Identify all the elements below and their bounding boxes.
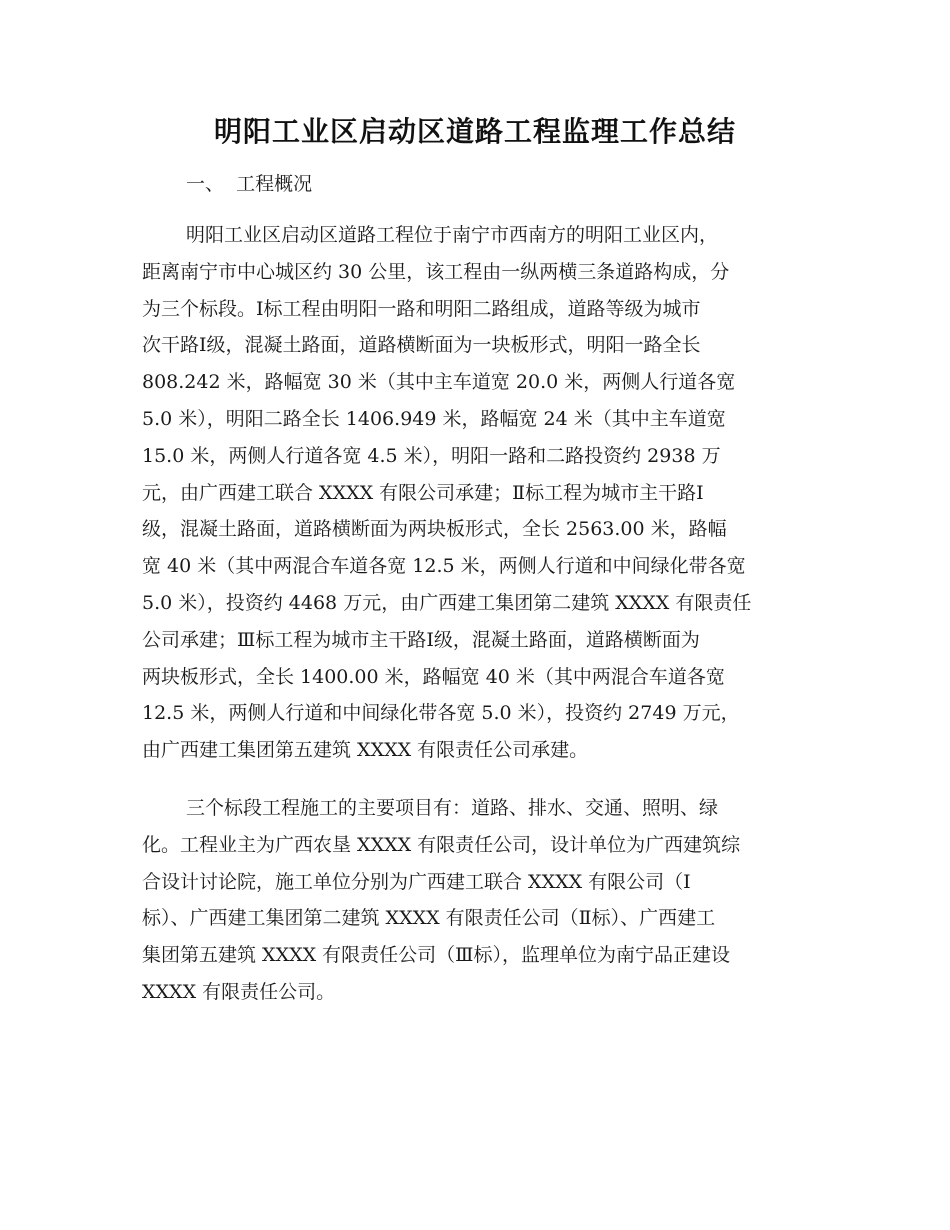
paragraph-line: 两块板形式，全长 1400.00 米，路幅宽 40 米（其中两混合车道各宽 [142, 665, 725, 688]
paragraph-project-overview [142, 217, 822, 769]
paragraph-line: 12.5 米，两侧人行道和中间绿化带各宽 5.0 米），投资约 2749 万元， [142, 702, 740, 725]
paragraph-line: 标）、广西建工集团第二建筑 XXXX 有限责任公司（Ⅱ标）、广西建工 [142, 907, 716, 930]
paragraph-line: 为三个标段。Ⅰ标工程由明阳一路和明阳二路组成，道路等级为城市 [142, 297, 701, 320]
paragraph-project-parties [142, 790, 822, 1011]
paragraph-line: 次干路Ⅰ级，混凝土路面，道路横断面为一块板形式，明阳一路全长 [142, 334, 701, 357]
paragraph-line: 明阳工业区启动区道路工程位于南宁市西南方的明阳工业区内， [186, 224, 719, 246]
paragraph-line: 5.0 米），明阳二路全长 1406.949 米，路幅宽 24 米（其中主车道宽 [142, 407, 726, 430]
paragraph-line: 距离南宁市中心城区约 30 公里，该工程由一纵两横三条道路构成，分 [142, 260, 730, 283]
paragraph-line: 化。工程业主为广西农垦 XXXX 有限责任公司，设计单位为广西建筑综 [142, 833, 741, 856]
paragraph-line: 元，由广西建工联合 XXXX 有限公司承建；Ⅱ标工程为城市主干路Ⅰ [142, 481, 704, 504]
paragraph-line: XXXX 有限责任公司。 [142, 980, 336, 1003]
section-heading: 一、 工程概况 [186, 173, 313, 195]
paragraph-line: 合设计讨论院，施工单位分别为广西建工联合 XXXX 有限公司（Ⅰ [142, 870, 691, 893]
paragraph-line: 808.242 米，路幅宽 30 米（其中主车道宽 20.0 米，两侧人行道各宽 [142, 371, 736, 394]
paragraph-line: 公司承建；Ⅲ标工程为城市主干路Ⅰ级，混凝土路面，道路横断面为 [142, 628, 700, 651]
paragraph-line: 15.0 米，两侧人行道各宽 4.5 米），明阳一路和二路投资约 2938 万 [142, 444, 721, 467]
paragraph-line: 由广西建工集团第五建筑 XXXX 有限责任公司承建。 [142, 739, 589, 762]
paragraph-line: 宽 40 米（其中两混合车道各宽 12.5 米，两侧人行道和中间绿化带各宽 [142, 555, 746, 578]
paragraph-line: 级，混凝土路面，道路横断面为两块板形式，全长 2563.00 米，路幅 [142, 518, 727, 541]
paragraph-line: 三个标段工程施工的主要项目有：道路、排水、交通、照明、绿 [186, 797, 719, 819]
paragraph-line: 集团第五建筑 XXXX 有限责任公司（Ⅲ标），监理单位为南宁品正建设 [142, 944, 731, 967]
document-title: 明阳工业区启动区道路工程监理工作总结 [213, 115, 736, 148]
paragraph-line: 5.0 米），投资约 4468 万元，由广西建工集团第二建筑 XXXX 有限责任 [142, 591, 752, 614]
